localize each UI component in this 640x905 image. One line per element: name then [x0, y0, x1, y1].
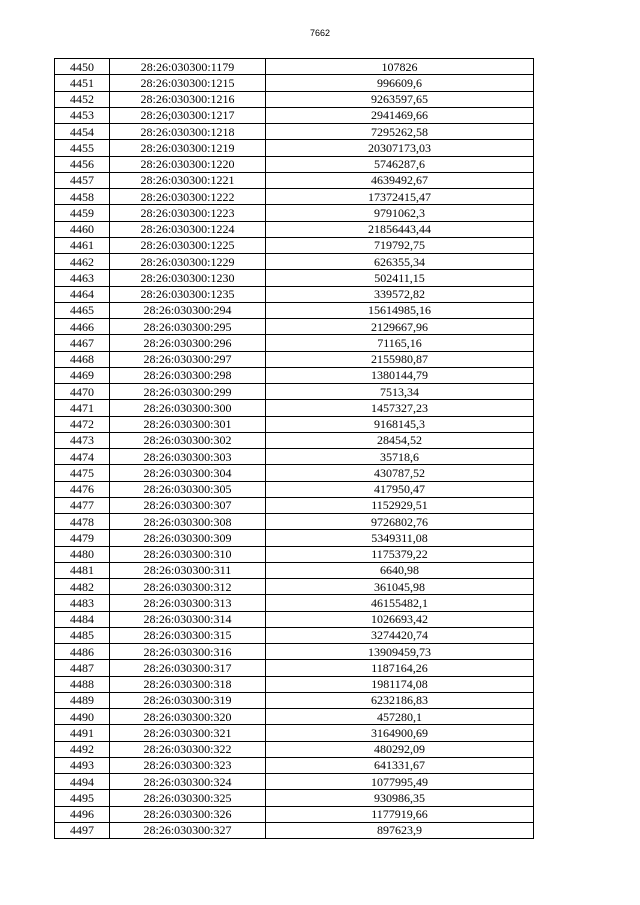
value-cell: 5349311,08 — [266, 530, 534, 546]
row-number-cell: 4478 — [55, 514, 110, 530]
value-cell: 21856443,44 — [266, 221, 534, 237]
cadastral-number-cell: 28:26:030300:1225 — [110, 237, 266, 253]
value-cell: 20307173,03 — [266, 140, 534, 156]
table-row — [55, 627, 534, 643]
cadastral-number-cell: 28:26:030300:1219 — [110, 140, 266, 156]
table-row — [55, 611, 534, 627]
value-cell: 2155980,87 — [266, 351, 534, 367]
table-row — [55, 546, 534, 562]
cadastral-number-cell: 28:26:030300:318 — [110, 676, 266, 692]
value-cell: 7513,34 — [266, 384, 534, 400]
cadastral-number-cell: 28:26:030300:326 — [110, 806, 266, 822]
table-row — [55, 221, 534, 237]
table-row — [55, 75, 534, 91]
cadastral-number-cell: 28:26:030300:305 — [110, 481, 266, 497]
row-number-cell: 4469 — [55, 367, 110, 383]
value-cell: 28454,52 — [266, 432, 534, 448]
cadastral-number-cell: 28:26:030300:299 — [110, 384, 266, 400]
row-number-cell: 4471 — [55, 400, 110, 416]
row-number-cell: 4495 — [55, 790, 110, 806]
cadastral-number-cell: 28:26:030300:303 — [110, 449, 266, 465]
cadastral-number-cell: 28:26:030300:324 — [110, 774, 266, 790]
cadastral-number-cell: 28:26:030300:300 — [110, 400, 266, 416]
table-row — [55, 124, 534, 140]
row-number-cell: 4462 — [55, 254, 110, 270]
cadastral-number-cell: 28:26:030300:1215 — [110, 75, 266, 91]
value-cell: 107826 — [266, 59, 534, 75]
cadastral-number-cell: 28:26:030300:319 — [110, 692, 266, 708]
row-number-cell: 4485 — [55, 627, 110, 643]
table-row — [55, 562, 534, 578]
cadastral-number-cell: 28:26:030300:302 — [110, 432, 266, 448]
row-number-cell: 4476 — [55, 481, 110, 497]
value-cell: 1457327,23 — [266, 400, 534, 416]
table-row — [55, 254, 534, 270]
value-cell: 9168145,3 — [266, 416, 534, 432]
row-number-cell: 4465 — [55, 302, 110, 318]
table-row — [55, 806, 534, 822]
row-number-cell: 4463 — [55, 270, 110, 286]
row-number-cell: 4472 — [55, 416, 110, 432]
value-cell: 7295262,58 — [266, 124, 534, 140]
row-number-cell: 4456 — [55, 156, 110, 172]
value-cell: 71165,16 — [266, 335, 534, 351]
cadastral-number-cell: 28:26:030300:315 — [110, 627, 266, 643]
value-cell: 430787,52 — [266, 465, 534, 481]
value-cell: 1177919,66 — [266, 806, 534, 822]
value-cell: 930986,35 — [266, 790, 534, 806]
page-number: 7662 — [309, 28, 331, 38]
row-number-cell: 4473 — [55, 432, 110, 448]
row-number-cell: 4483 — [55, 595, 110, 611]
cadastral-number-cell: 28:26:030300:295 — [110, 319, 266, 335]
row-number-cell: 4470 — [55, 384, 110, 400]
table-row — [55, 189, 534, 205]
cadastral-number-cell: 28:26:030300:309 — [110, 530, 266, 546]
cadastral-number-cell: 28:26:030300:1229 — [110, 254, 266, 270]
table-row — [55, 319, 534, 335]
value-cell: 626355,34 — [266, 254, 534, 270]
cadastral-number-cell: 28:26:030300:316 — [110, 644, 266, 660]
row-number-cell: 4454 — [55, 124, 110, 140]
cadastral-number-cell: 28:26:030300:322 — [110, 741, 266, 757]
cadastral-number-cell: 28:26:030300:312 — [110, 579, 266, 595]
value-cell: 5746287,6 — [266, 156, 534, 172]
cadastral-number-cell: 28:26:030300:1222 — [110, 189, 266, 205]
table-row — [55, 725, 534, 741]
cadastral-number-cell: 28:26:030300:1235 — [110, 286, 266, 302]
value-cell: 9726802,76 — [266, 514, 534, 530]
table-row — [55, 481, 534, 497]
cadastral-number-cell: 28:26:030300:327 — [110, 822, 266, 838]
cadastral-number-cell: 28:26:030300:304 — [110, 465, 266, 481]
table-row — [55, 774, 534, 790]
cadastral-number-cell: 28:26:030300:1179 — [110, 59, 266, 75]
table-row — [55, 579, 534, 595]
value-cell: 719792,75 — [266, 237, 534, 253]
row-number-cell: 4457 — [55, 172, 110, 188]
table-row — [55, 367, 534, 383]
cadastral-number-cell: 28:26:030300:313 — [110, 595, 266, 611]
table-row — [55, 302, 534, 318]
value-cell: 1981174,08 — [266, 676, 534, 692]
row-number-cell: 4459 — [55, 205, 110, 221]
value-cell: 641331,67 — [266, 757, 534, 773]
value-cell: 480292,09 — [266, 741, 534, 757]
row-number-cell: 4489 — [55, 692, 110, 708]
row-number-cell: 4453 — [55, 107, 110, 123]
value-cell: 1026693,42 — [266, 611, 534, 627]
row-number-cell: 4452 — [55, 91, 110, 107]
value-cell: 3164900,69 — [266, 725, 534, 741]
row-number-cell: 4494 — [55, 774, 110, 790]
value-cell: 15614985,16 — [266, 302, 534, 318]
cadastral-number-cell: 28:26:030300:307 — [110, 497, 266, 513]
table-row — [55, 156, 534, 172]
cadastral-number-cell: 28:26:030300:1230 — [110, 270, 266, 286]
cadastral-number-cell: 28:26:030300:323 — [110, 757, 266, 773]
table-row — [55, 757, 534, 773]
table-row — [55, 709, 534, 725]
value-cell: 4639492,67 — [266, 172, 534, 188]
table-row — [55, 432, 534, 448]
value-cell: 897623,9 — [266, 822, 534, 838]
value-cell: 1152929,51 — [266, 497, 534, 513]
table-row — [55, 741, 534, 757]
cadastral-number-cell: 28:26:030300:301 — [110, 416, 266, 432]
cadastral-number-cell: 28:26:030300:294 — [110, 302, 266, 318]
value-cell: 339572,82 — [266, 286, 534, 302]
value-cell: 17372415,47 — [266, 189, 534, 205]
table-row — [55, 270, 534, 286]
row-number-cell: 4451 — [55, 75, 110, 91]
table-row — [55, 530, 534, 546]
row-number-cell: 4466 — [55, 319, 110, 335]
value-cell: 35718,6 — [266, 449, 534, 465]
value-cell: 1175379,22 — [266, 546, 534, 562]
table-row — [55, 416, 534, 432]
value-cell: 1077995,49 — [266, 774, 534, 790]
row-number-cell: 4491 — [55, 725, 110, 741]
row-number-cell: 4493 — [55, 757, 110, 773]
table-row — [55, 384, 534, 400]
value-cell: 457280,1 — [266, 709, 534, 725]
row-number-cell: 4468 — [55, 351, 110, 367]
table-row — [55, 91, 534, 107]
table-row — [55, 172, 534, 188]
cadastral-number-cell: 28:26:030300:1223 — [110, 205, 266, 221]
value-cell: 502411,15 — [266, 270, 534, 286]
row-number-cell: 4450 — [55, 59, 110, 75]
cadastral-number-cell: 28:26:030300:314 — [110, 611, 266, 627]
table-row — [55, 449, 534, 465]
row-number-cell: 4488 — [55, 676, 110, 692]
value-cell: 9791062,3 — [266, 205, 534, 221]
table-body — [55, 59, 534, 839]
cadastral-number-cell: 28:26:030300:321 — [110, 725, 266, 741]
table-row — [55, 676, 534, 692]
row-number-cell: 4480 — [55, 546, 110, 562]
cadastral-number-cell: 28:26:030300:310 — [110, 546, 266, 562]
table-row — [55, 465, 534, 481]
cadastral-number-cell: 28:26:030300:1221 — [110, 172, 266, 188]
table-row — [55, 107, 534, 123]
value-cell: 3274420,74 — [266, 627, 534, 643]
table-row — [55, 514, 534, 530]
value-cell: 9263597,65 — [266, 91, 534, 107]
value-cell: 1380144,79 — [266, 367, 534, 383]
cadastral-number-cell: 28:26:030300:317 — [110, 660, 266, 676]
row-number-cell: 4492 — [55, 741, 110, 757]
table-row — [55, 692, 534, 708]
table-row — [55, 286, 534, 302]
value-cell: 2129667,96 — [266, 319, 534, 335]
value-cell: 996609,6 — [266, 75, 534, 91]
cadastral-number-cell: 28:26:030300:320 — [110, 709, 266, 725]
cadastral-number-cell: 28:26:030300:1220 — [110, 156, 266, 172]
cadastral-number-cell: 28:26:030300:1224 — [110, 221, 266, 237]
table-row — [55, 595, 534, 611]
row-number-cell: 4482 — [55, 579, 110, 595]
cadastral-number-cell: 28:26:030300:1218 — [110, 124, 266, 140]
value-cell: 6232186,83 — [266, 692, 534, 708]
row-number-cell: 4496 — [55, 806, 110, 822]
row-number-cell: 4486 — [55, 644, 110, 660]
value-cell: 361045,98 — [266, 579, 534, 595]
cadastral-number-cell: 28:26:030300:298 — [110, 367, 266, 383]
table-row — [55, 59, 534, 75]
row-number-cell: 4484 — [55, 611, 110, 627]
row-number-cell: 4461 — [55, 237, 110, 253]
cadastral-value-table — [54, 58, 534, 839]
table-row — [55, 790, 534, 806]
row-number-cell: 4481 — [55, 562, 110, 578]
row-number-cell: 4455 — [55, 140, 110, 156]
table-row — [55, 660, 534, 676]
cadastral-number-cell: 28:26:030300:1216 — [110, 91, 266, 107]
table-row — [55, 644, 534, 660]
row-number-cell: 4467 — [55, 335, 110, 351]
value-cell: 1187164,26 — [266, 660, 534, 676]
cadastral-number-cell: 28:26:030300:325 — [110, 790, 266, 806]
row-number-cell: 4460 — [55, 221, 110, 237]
row-number-cell: 4487 — [55, 660, 110, 676]
row-number-cell: 4497 — [55, 822, 110, 838]
table-row — [55, 205, 534, 221]
value-cell: 6640,98 — [266, 562, 534, 578]
value-cell: 13909459,73 — [266, 644, 534, 660]
table-row — [55, 335, 534, 351]
table-row — [55, 237, 534, 253]
row-number-cell: 4474 — [55, 449, 110, 465]
cadastral-number-cell: 28:26:030300:311 — [110, 562, 266, 578]
value-cell: 417950,47 — [266, 481, 534, 497]
table-row — [55, 400, 534, 416]
row-number-cell: 4479 — [55, 530, 110, 546]
cadastral-number-cell: 28:26:030300:297 — [110, 351, 266, 367]
table-row — [55, 140, 534, 156]
cadastral-number-cell: 28:26:030300:308 — [110, 514, 266, 530]
table-row — [55, 822, 534, 838]
row-number-cell: 4475 — [55, 465, 110, 481]
cadastral-number-cell: 28:26:030300:296 — [110, 335, 266, 351]
value-cell: 2941469,66 — [266, 107, 534, 123]
table-row — [55, 497, 534, 513]
row-number-cell: 4458 — [55, 189, 110, 205]
row-number-cell: 4477 — [55, 497, 110, 513]
row-number-cell: 4490 — [55, 709, 110, 725]
table-row — [55, 351, 534, 367]
cadastral-number-cell: 28:26;030300:1217 — [110, 107, 266, 123]
row-number-cell: 4464 — [55, 286, 110, 302]
value-cell: 46155482,1 — [266, 595, 534, 611]
